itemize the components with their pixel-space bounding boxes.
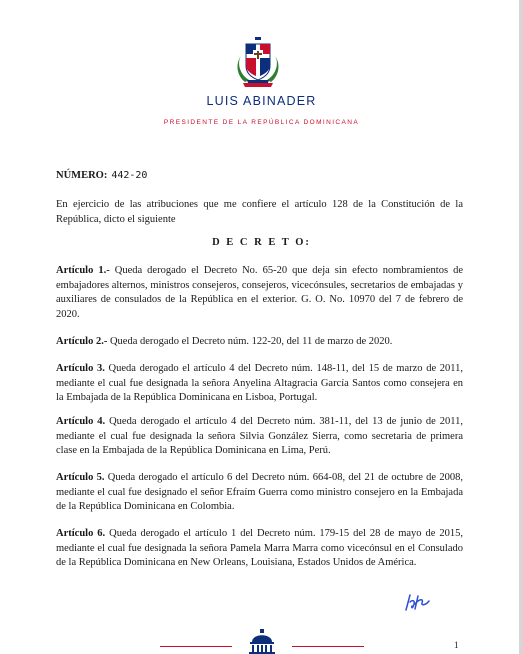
decree-number (56, 170, 147, 181)
article-6 (56, 527, 463, 571)
article-6-label: Artículo 6. (56, 528, 106, 539)
article-2 (56, 335, 463, 350)
article-5 (56, 471, 463, 515)
decree-number-value: 442-20 (111, 170, 148, 181)
president-title: PRESIDENTE DE LA REPÚBLICA DOMINICANA (163, 119, 360, 126)
article-6-text: Queda derogado el artículo 1 del Decreto núm. 179-15 del 28 de mayo de 2015, mediante el cual fue designada la señora Pamela Marra Marra como vicecónsul en el Consulado de la República Dominicana en New Orleans, Louisiana, Estados Unidos de América. (56, 528, 463, 568)
article-4-label: Artículo 4. (56, 416, 106, 427)
intro-paragraph: En ejercicio de las atribuciones que me confiere el artículo 128 de la Constitución de la República, dicto el siguiente (56, 199, 463, 225)
initials-signature-icon (402, 592, 432, 612)
page-number: 1 (454, 640, 459, 650)
article-2-text: Queda derogado el Decreto núm. 122-20, del 11 de marzo de 2020. (107, 336, 393, 347)
president-name: LUIS ABINADER (206, 94, 317, 108)
article-1 (56, 264, 463, 322)
article-3 (56, 362, 463, 406)
article-4 (56, 415, 463, 459)
article-3-label: Artículo 3. (56, 363, 105, 374)
article-3-text: Queda derogado el artículo 4 del Decreto núm. 148-11, del 15 de marzo de 2011, mediante el cual fue designada la señora Anyelina Altagracia García Santos como consejera en la Embajada de la República Dominicana en Lisboa, Portugal. (56, 363, 463, 403)
article-4-text: Queda derogado el artículo 4 del Decreto núm. 381-11, del 13 de junio de 2011, mediante el cual fue designada la señora Silvia González Sierra, como secretaria de primera clase en la Embajada de la República Dominicana en Lima, Perú. (56, 416, 464, 456)
footer-rule-left (160, 646, 232, 647)
article-1-label: Artículo 1.- (56, 265, 110, 276)
decree-heading: D E C R E T O: (212, 237, 311, 248)
footer-rule-right (292, 646, 364, 647)
national-palace-icon (248, 628, 276, 654)
article-5-text: Queda derogado el artículo 6 del Decreto núm. 664-08, del 21 de octubre de 2008, mediante el cual fue designado el señor Efraím Guerra como ministro consejero en la Embajada de la República Dominicana en Colombia. (56, 472, 463, 512)
article-5-label: Artículo 5. (56, 472, 105, 483)
coat-of-arms-icon (235, 36, 281, 88)
article-2-label: Artículo 2.- (56, 336, 108, 347)
article-1-text: Queda derogado el Decreto No. 65-20 que deja sin efecto nombramientos de embajadores alternos, ministros consejeros, consejeros, vicecónsules, secretarios de embajadas y auxiliares de consulados de la República en el exterior. G. O. No. 10970 del 7 de febrero de 2020. (56, 265, 463, 320)
decree-number-label: NÚMERO: (56, 170, 108, 181)
